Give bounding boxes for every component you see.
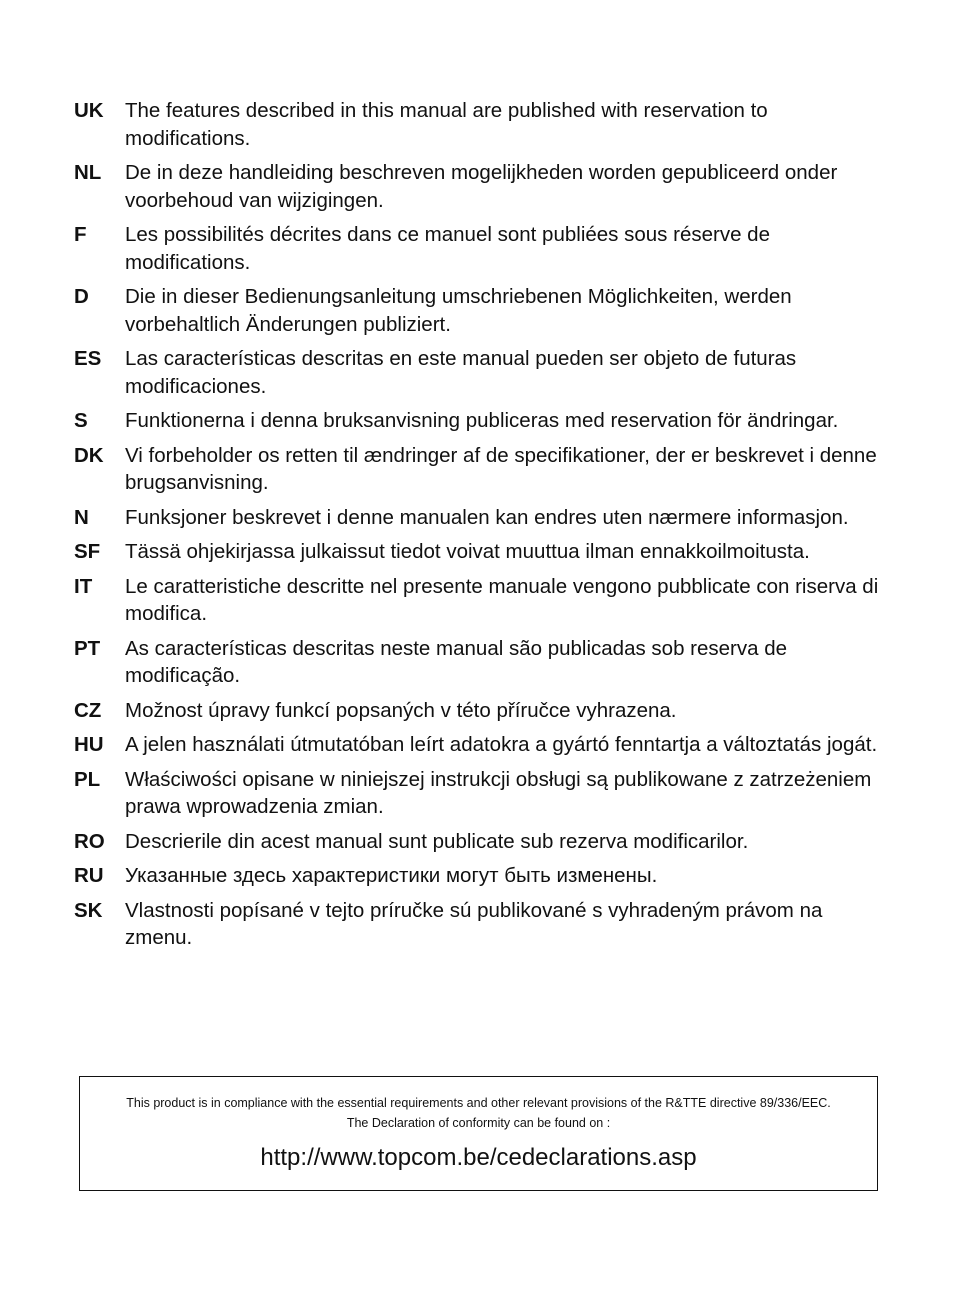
language-code: S — [74, 409, 88, 432]
language-code: SF — [74, 540, 101, 563]
notice-hu — [74, 731, 894, 759]
notice-text: Le caratteristiche descritte nel presente manuale vengono pubblicate con riserva di modifica. — [125, 574, 879, 625]
notice-text: The features described in this manual are published with reservation to modifications. — [125, 99, 768, 150]
notice-pt — [74, 635, 894, 690]
language-code: IT — [74, 574, 93, 598]
notice-text: Właściwości opisane w niniejszej instrukcji obsługi są publikowane z zatrzeżeniem prawa wprowadzenia zmian. — [125, 767, 872, 818]
notice-it — [74, 573, 894, 628]
notice-ro — [74, 828, 894, 856]
notice-text: Vlastnosti popísané v tejto príručke sú publikované s vyhradeným právom na zmenu. — [125, 898, 823, 949]
notice-cz — [74, 697, 894, 725]
notice-text: As características descritas neste manual são publicadas sob reserva de modificação. — [125, 636, 788, 687]
language-code: PL — [74, 767, 101, 791]
notice-ru — [74, 862, 894, 890]
notice-dk — [74, 442, 894, 497]
language-code: ES — [74, 347, 102, 370]
notice-text: De in deze handleiding beschreven mogelijkheden worden gepubliceerd onder voorbehoud van wijzigingen. — [125, 161, 838, 212]
compliance-box — [79, 1076, 878, 1191]
language-code: CZ — [74, 698, 102, 722]
notice-text: Vi forbeholder os retten til ændringer af de specifikationer, der er beskrevet i denne brugsanvisning. — [125, 443, 877, 494]
notice-sk — [74, 897, 894, 952]
notice-text: Указанные здесь характеристики могут быть изменены. — [125, 864, 658, 887]
notice-sf — [74, 538, 894, 566]
language-code: PT — [74, 636, 101, 660]
notice-text: Die in dieser Bedienungsanleitung umschriebenen Möglichkeiten, werden vorbehaltlich Änderungen publiziert. — [125, 285, 792, 336]
notice-n — [74, 504, 894, 532]
language-code: NL — [74, 161, 102, 184]
notice-s — [74, 407, 894, 435]
language-code: RU — [74, 864, 104, 887]
language-code: DK — [74, 443, 104, 467]
notice-d — [74, 283, 894, 338]
language-code: SK — [74, 898, 103, 922]
notice-text: Možnost úpravy funkcí popsaných v této příručce vyhrazena. — [125, 698, 677, 722]
notice-nl — [74, 159, 894, 214]
notice-text: Descrierile din acest manual sunt publicate sub rezerva modificarilor. — [125, 829, 749, 853]
language-code: N — [74, 505, 89, 529]
notice-f — [74, 221, 894, 276]
language-code: D — [74, 285, 89, 308]
language-code: RO — [74, 829, 105, 853]
compliance-statement: This product is in compliance with the essential requirements and other relevant provisions of the R&TTE directive 89/336/EEC. — [126, 1096, 831, 1110]
declaration-url: http://www.topcom.be/cedeclarations.asp — [260, 1144, 697, 1171]
notice-text: A jelen használati útmutatóban leírt adatokra a gyártó fenntartja a változtatás jogát. — [125, 733, 878, 756]
notice-es — [74, 345, 894, 400]
declaration-note: The Declaration of conformity can be found on : — [346, 1116, 611, 1130]
notice-text: Les possibilités décrites dans ce manuel sont publiées sous réserve de modifications. — [125, 223, 770, 274]
notice-pl — [74, 766, 894, 821]
modification-notices-list — [74, 97, 894, 959]
notice-text: Las características descritas en este manual pueden ser objeto de futuras modificaciones. — [125, 347, 797, 398]
language-code: F — [74, 223, 87, 246]
notice-text: Funktionerna i denna bruksanvisning publiceras med reservation för ändringar. — [125, 409, 839, 432]
notice-text: Funksjoner beskrevet i denne manualen kan endres uten nærmere informasjon. — [125, 505, 849, 529]
language-code: HU — [74, 733, 104, 756]
notice-text: Tässä ohjekirjassa julkaissut tiedot voivat muuttua ilman ennakkoilmoitusta. — [125, 540, 810, 563]
notice-uk — [74, 97, 894, 152]
language-code: UK — [74, 99, 104, 122]
